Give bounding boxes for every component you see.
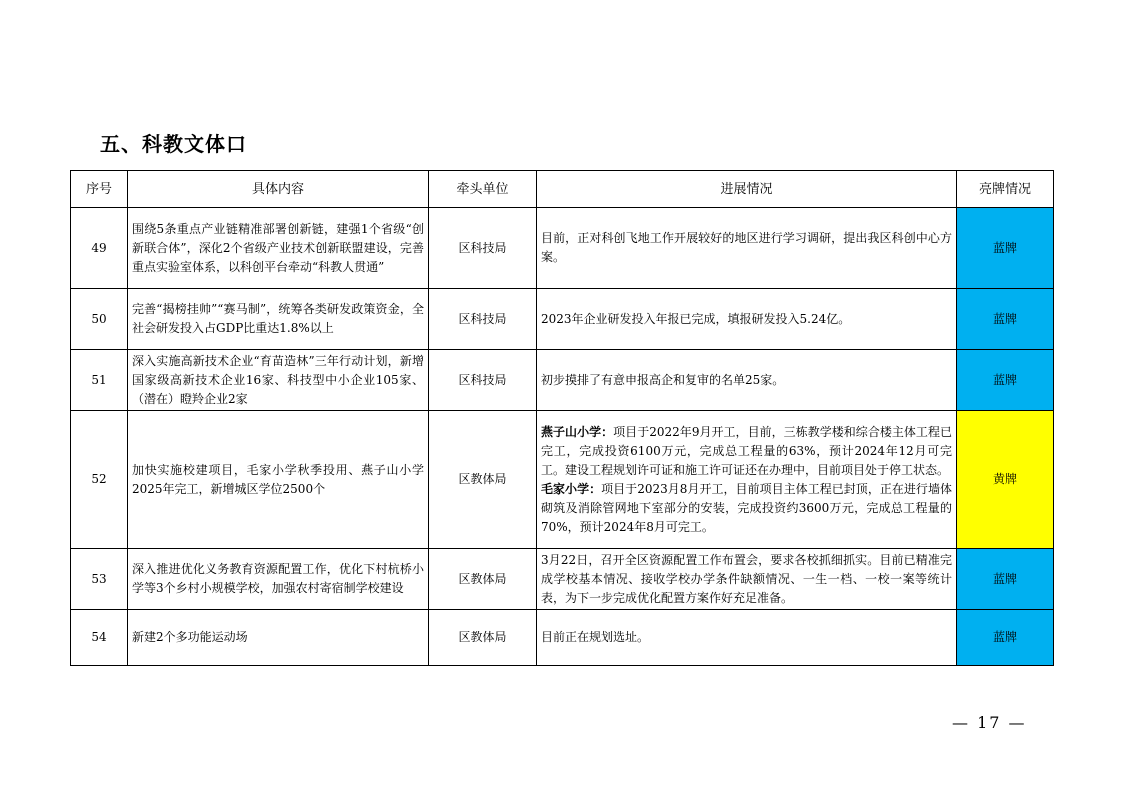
table-row — [71, 289, 1054, 350]
row-unit: 区科技局 — [429, 350, 537, 411]
row-progress: 2023年企业研发投入年报已完成，填报研发投入5.24亿。 — [537, 289, 957, 350]
progress-table — [70, 170, 1054, 666]
row-num: 49 — [71, 208, 128, 289]
row-content: 完善“揭榜挂帅”“赛马制”，统筹各类研发政策资金，全社会研发投入占GDP比重达1.8%以上 — [128, 289, 429, 350]
row-num: 54 — [71, 610, 128, 666]
row-progress: 目前，正对科创飞地工作开展较好的地区进行学习调研，提出我区科创中心方案。 — [537, 208, 957, 289]
row-num: 50 — [71, 289, 128, 350]
page-number: — 17 — — [952, 713, 1027, 732]
row-content: 新建2个多功能运动场 — [128, 610, 429, 666]
table-header-row — [71, 171, 1054, 208]
progress-text-maojia: 项目于2023月8月开工，目前项目主体工程已封顶，正在进行墙体砌筑及消除管网地下室部分的安装，完成投资约3600万元，完成总工程量的70%，预计2024年8月可完工。 — [541, 481, 952, 534]
row-unit: 区教体局 — [429, 549, 537, 610]
row-unit: 区科技局 — [429, 289, 537, 350]
table-row — [71, 610, 1054, 666]
rating-badge: 蓝牌 — [957, 289, 1054, 350]
rating-badge: 黄牌 — [957, 411, 1054, 549]
row-num: 52 — [71, 411, 128, 549]
header-num: 序号 — [71, 171, 128, 208]
row-unit: 区教体局 — [429, 610, 537, 666]
table-row — [71, 411, 1054, 549]
progress-label-yanzishan: 燕子山小学： — [541, 424, 614, 439]
table-row — [71, 208, 1054, 289]
rating-badge: 蓝牌 — [957, 610, 1054, 666]
table-row — [71, 549, 1054, 610]
row-content: 围绕5条重点产业链精准部署创新链，建强1个省级“创新联合体”，深化2个省级产业技术创新联盟建设，完善重点实验室体系，以科创平台牵动“科教人贯通” — [128, 208, 429, 289]
header-unit: 牵头单位 — [429, 171, 537, 208]
row-progress: 3月22日，召开全区资源配置工作布置会，要求各校抓细抓实。目前已精准完成学校基本情况、接收学校办学条件缺额情况、一生一档、一校一案等统计表，为下一步完成优化配置方案作好充足准备。 — [537, 549, 957, 610]
header-content: 具体内容 — [128, 171, 429, 208]
header-progress: 进展情况 — [537, 171, 957, 208]
header-rating: 亮牌情况 — [957, 171, 1054, 208]
progress-text-yanzishan: 项目于2022年9月开工，目前，三栋教学楼和综合楼主体工程已完工，完成投资6100万元，完成总工程量的63%，预计2024年12月可完工。建设工程规划许可证和施工许可证还在办理中，目前项目处于停工状态。 — [541, 424, 952, 477]
row-progress — [537, 411, 957, 549]
rating-badge: 蓝牌 — [957, 208, 1054, 289]
row-content: 加快实施校建项目，毛家小学秋季投用、燕子山小学2025年完工，新增城区学位2500个 — [128, 411, 429, 549]
row-unit: 区科技局 — [429, 208, 537, 289]
row-num: 51 — [71, 350, 128, 411]
progress-label-maojia: 毛家小学： — [541, 481, 602, 496]
table-row — [71, 350, 1054, 411]
section-title: 五、科教文体口 — [100, 132, 247, 156]
row-content: 深入实施高新技术企业“育苗造林”三年行动计划，新增国家级高新技术企业16家、科技型中小企业105家、（潜在）瞪羚企业2家 — [128, 350, 429, 411]
row-progress: 初步摸排了有意申报高企和复审的名单25家。 — [537, 350, 957, 411]
row-content: 深入推进优化义务教育资源配置工作，优化下村杭桥小学等3个乡村小规模学校，加强农村寄宿制学校建设 — [128, 549, 429, 610]
row-unit: 区教体局 — [429, 411, 537, 549]
row-num: 53 — [71, 549, 128, 610]
row-progress: 目前正在规划选址。 — [537, 610, 957, 666]
rating-badge: 蓝牌 — [957, 350, 1054, 411]
rating-badge: 蓝牌 — [957, 549, 1054, 610]
